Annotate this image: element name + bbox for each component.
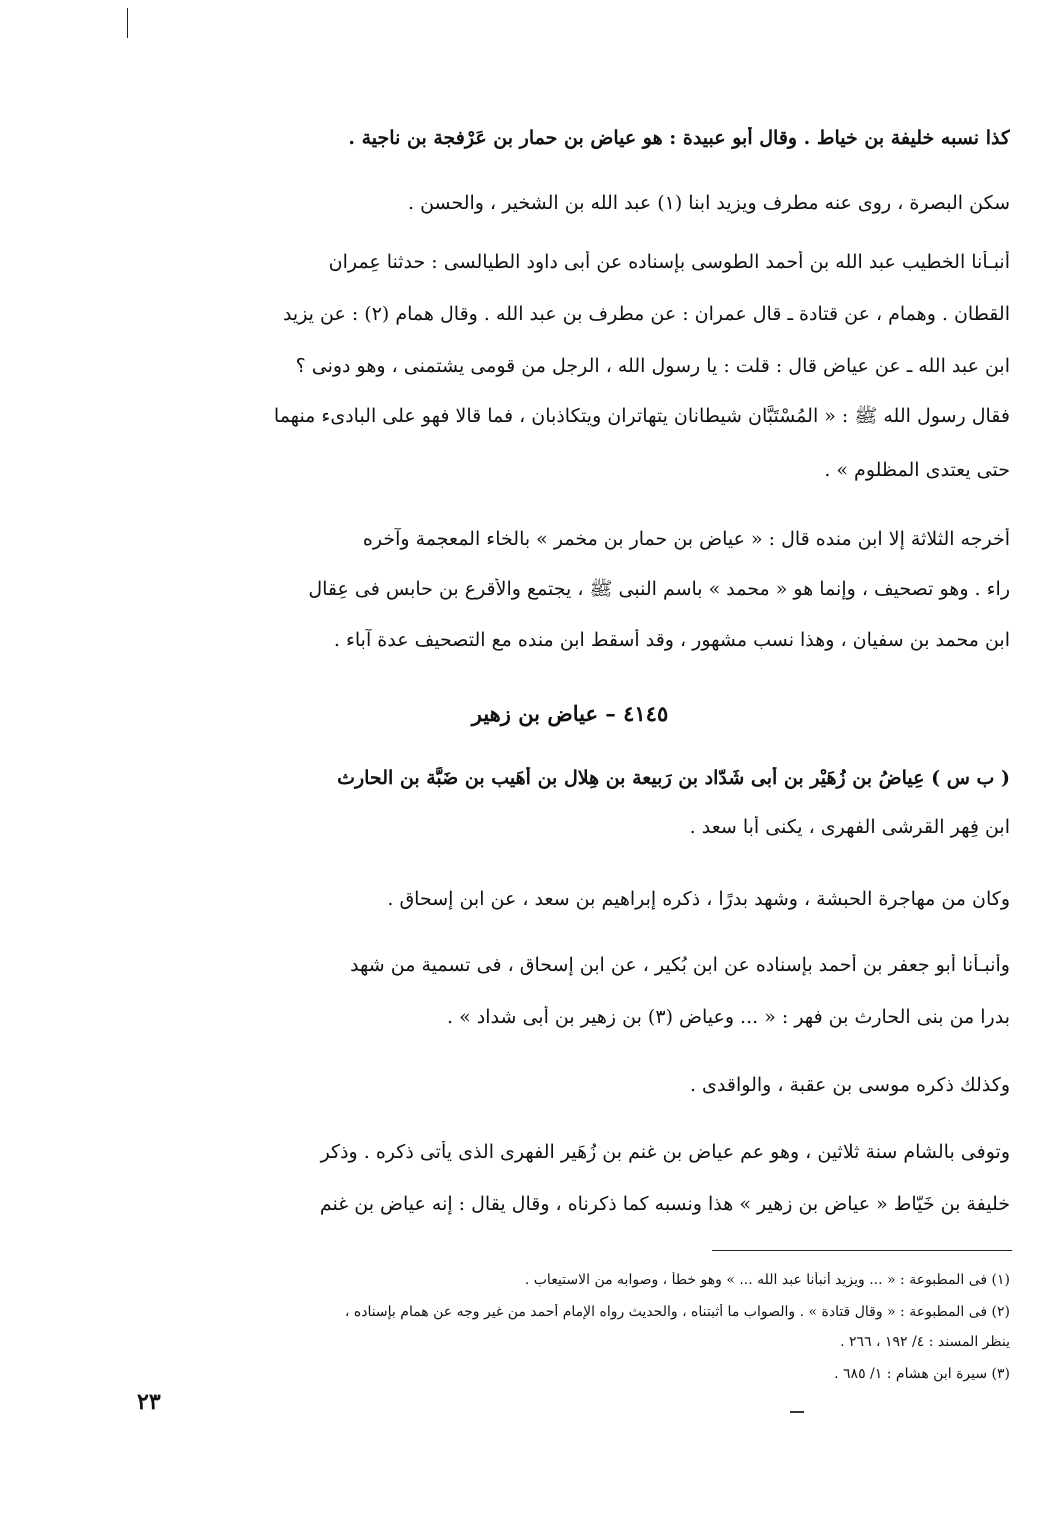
paragraph-line: سكن البصرة ، روى عنه مطرف ويزيد ابنا (١) عبد الله بن الشخير ، والحسن . — [407, 192, 1010, 214]
paragraph-line: حتى يعتدى المظلوم » . — [824, 459, 1010, 481]
paragraph-line: بدرا من بنى الحارث بن فهر : « ... وعياض (٣) بن زهير بن أبى شداد » . — [447, 1006, 1010, 1028]
paragraph-line: كذا نسبه خليفة بن خياط . وقال أبو عبيدة : هو عياض بن حمار بن عَرْفجة بن ناجية . — [348, 127, 1010, 149]
paragraph-line: وتوفى بالشام سنة ثلاثين ، وهو عم عياض بن غنم بن زُهَير الفهرى الذى يأتى ذكره . وذكر — [320, 1141, 1010, 1163]
paragraph-line: ابن فِهر القرشى الفهرى ، يكنى أبا سعد . — [689, 816, 1010, 838]
bottom-mark — [790, 1411, 804, 1413]
footnote: ينظر المسند : ٤/ ١٩٢ ، ٢٦٦ . — [840, 1334, 1010, 1350]
paragraph-line: ابن عبد الله ـ عن عياض قال : قلت : يا رسول الله ، الرجل من قومى يشتمنى ، وهو دونى ؟ — [295, 355, 1010, 377]
footnote: (١) فى المطبوعة : « ... ويزيد أنبأنا عبد الله ... » وهو خطأ ، وصوابه من الاستيعاب . — [524, 1272, 1010, 1288]
paragraph-line: وكذلك ذكره موسى بن عقبة ، والواقدى . — [689, 1074, 1010, 1096]
footnote: (٣) سيرة ابن هشام : ١/ ٦٨٥ . — [834, 1366, 1010, 1382]
paragraph-line: أخرجه الثلاثة إلا ابن منده قال : « عياض بن حمار بن مخمر » بالخاء المعجمة وآخره — [362, 528, 1010, 550]
paragraph-line: وأنبـأنا أبو جعفر بن أحمد بإسناده عن ابن بُكير ، عن ابن إسحاق ، فى تسمية من شهد — [350, 954, 1010, 976]
paragraph-line: ( ب س ) عِياضُ بن زُهَيْر بن أبى شَدّاد بن رَبيعة بن هِلال بن أُهَيب بن ضَبَّة بن الحارث — [337, 767, 1010, 789]
paragraph-line: وكان من مهاجرة الحبشة ، وشهد بدرًا ، ذكره إبراهيم بن سعد ، عن ابن إسحاق . — [387, 888, 1010, 910]
paragraph-line: ابن محمد بن سفيان ، وهذا نسب مشهور ، وقد أسقط ابن منده مع التصحيف عدة آباء . — [333, 629, 1010, 651]
paragraph-line: فقال رسول الله ﷺ : « المُسْتَبَّان شيطانان يتهاتران ويتكاذبان ، فما قالا فهو على البادىء منهما — [273, 405, 1010, 427]
section-title: ٤١٤٥ – عياض بن زهير — [471, 701, 669, 726]
binding-mark — [127, 8, 128, 38]
paragraph-line: راء . وهو تصحيف ، وإنما هو « محمد » باسم النبى ﷺ ، يجتمع والأقرع بن حابس فى عِقال — [308, 578, 1010, 600]
paragraph-line: أنبـأنا الخطيب عبد الله بن أحمد الطوسى بإسناده عن أبى داود الطيالسى : حدثنا عِمران — [328, 251, 1010, 273]
paragraph-line: خليفة بن خَيّاط « عياض بن زهير » هذا ونسبه كما ذكرناه ، وقال يقال : إنه عياض بن غنم — [319, 1193, 1010, 1215]
footnote: (٢) فى المطبوعة : « وقال قتادة » . والصواب ما أثبتناه ، والحديث رواه الإمام أحمد من غير وجه عن همام بإسناده ، — [344, 1304, 1010, 1320]
page-number: ٢٣ — [137, 1389, 161, 1415]
paragraph-line: القطان . وهمام ، عن قتادة ـ قال عمران : عن مطرف بن عبد الله . وقال همام (٢) : عن يزيد — [282, 303, 1010, 325]
footnote-divider — [712, 1250, 1012, 1251]
